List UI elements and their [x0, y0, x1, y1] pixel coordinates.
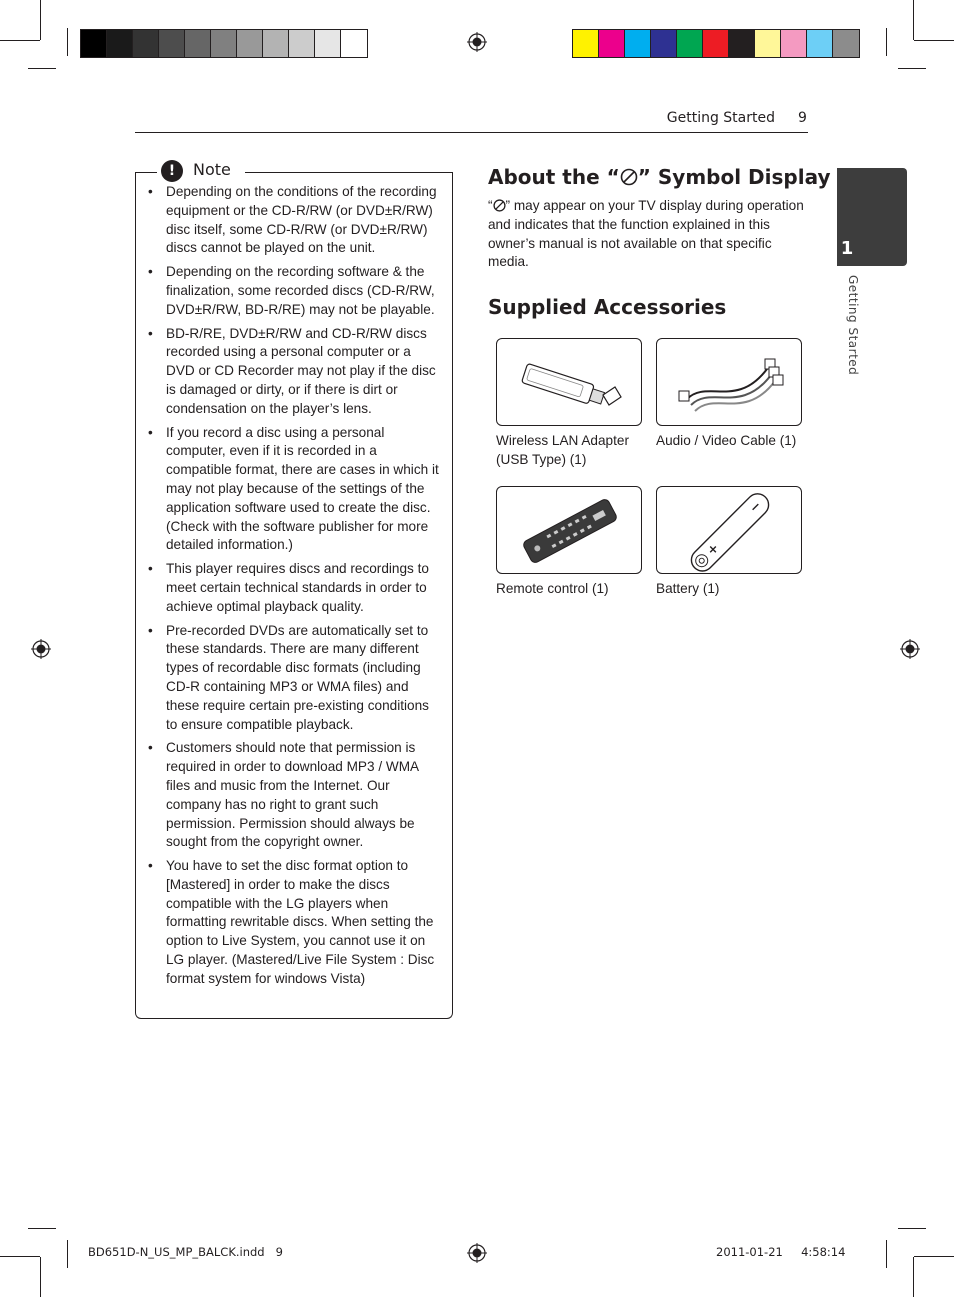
- registration-mark-icon: [900, 639, 920, 659]
- note-item: • If you record a disc using a personal computer, even if it is recorded in a compatible format, there are cases in which it may not play because of the settings of the application software used to create the disc. (Check with the software publisher for more detailed information.): [146, 424, 442, 556]
- color-swatch: [651, 30, 677, 57]
- symbol-section-body: “ ” may appear on your TV display during operation and indicates that the function explained in this owner’s manual is not available on that specific media.: [488, 198, 804, 270]
- registration-mark-icon: [31, 639, 51, 659]
- registration-mark-icon: [467, 32, 487, 52]
- gray-swatch: [159, 30, 185, 57]
- header-section-title: Getting Started: [666, 110, 775, 126]
- gray-swatch: [133, 30, 159, 57]
- note-item: • BD-R/RE, DVD±R/RW and CD-R/RW discs recorded using a personal computer or a DVD or CD Recorder may not play if the disc is damaged or dirty, or if there is dirt or condensation on the player’s lens.: [146, 325, 442, 419]
- footer-timestamp: 2011-01-21 4:58:14: [716, 1245, 846, 1259]
- remote-control-icon: [497, 487, 642, 574]
- gray-swatch: [289, 30, 315, 57]
- prohibited-symbol-icon: [620, 168, 638, 186]
- note-item: • This player requires discs and recordings to meet certain technical standards in order to achieve optimal playback quality.: [146, 560, 442, 616]
- color-swatch: [599, 30, 625, 57]
- gray-swatch: [107, 30, 133, 57]
- gray-swatch: [315, 30, 341, 57]
- color-swatch: [677, 30, 703, 57]
- color-swatch: [755, 30, 781, 57]
- note-list: [146, 183, 442, 994]
- color-swatch: [573, 30, 599, 57]
- accessory-image-box: [656, 338, 802, 426]
- prohibited-symbol-icon: [493, 199, 506, 212]
- color-calibration-bar: [572, 29, 860, 58]
- registration-mark-icon: [467, 1243, 487, 1263]
- color-swatch: [833, 30, 859, 57]
- note-item: • Pre-recorded DVDs are automatically set to these standards. There are many different types of recordable disc formats (including CD-R containing MP3 or WMA files) and these require certain pre-existing conditions to ensure compatible playback.: [146, 622, 442, 735]
- chapter-label: Getting Started: [846, 275, 860, 376]
- accessory-label-wireless-lan: Wireless LAN Adapter (USB Type) (1): [496, 433, 629, 467]
- color-swatch: [781, 30, 807, 57]
- color-swatch: [625, 30, 651, 57]
- color-swatch: [729, 30, 755, 57]
- gray-swatch: [185, 30, 211, 57]
- note-title: Note: [193, 160, 231, 179]
- accessory-image-box: [656, 486, 802, 574]
- accessory-image-box: [496, 486, 642, 574]
- gray-swatch: [211, 30, 237, 57]
- footer-file-info: BD651D-N_US_MP_BALCK.indd 9: [88, 1245, 283, 1259]
- gray-swatch: [237, 30, 263, 57]
- header-divider: [135, 132, 808, 133]
- accessory-label-av-cable: Audio / Video Cable (1): [656, 433, 797, 448]
- note-item: • Depending on the recording software & the finalization, some recorded discs (CD-R/RW, DVD±R/RW, BD-R/RE) may not be playable.: [146, 263, 442, 319]
- exclamation-icon: !: [161, 160, 183, 182]
- battery-icon: [657, 487, 802, 574]
- accessory-label-remote: Remote control (1): [496, 581, 609, 596]
- color-swatch: [703, 30, 729, 57]
- grayscale-calibration-bar: [80, 29, 368, 58]
- av-cable-icon: [657, 339, 802, 426]
- chapter-number: 1: [840, 238, 854, 259]
- symbol-section-heading: About the “ ” Symbol Display: [488, 165, 831, 189]
- note-item: • Customers should note that permission is required in order to download MP3 / WMA files and music from the Internet. Our company has no right to grant such permission. Permission should always be sought from the copyright owner.: [146, 739, 442, 852]
- gray-swatch: [263, 30, 289, 57]
- color-swatch: [807, 30, 833, 57]
- note-item: • You have to set the disc format option to [Mastered] in order to make the discs compatible with the LG players when formatting rewritable discs. When setting the option to Live System, you cannot use it on LG player. (Mastered/Live File System : Disc format system for windows Vista): [146, 857, 442, 989]
- accessory-label-battery: Battery (1): [656, 581, 720, 596]
- gray-swatch: [81, 30, 107, 57]
- note-item: • Depending on the conditions of the recording equipment or the CD-R/RW (or DVD±R/RW) disc itself, some CD-R/RW (or DVD±R/RW) discs cannot be played on the unit.: [146, 183, 442, 258]
- page-number: 9: [798, 110, 807, 126]
- usb-adapter-icon: [497, 339, 642, 426]
- accessories-heading: Supplied Accessories: [488, 295, 727, 319]
- accessory-image-box: [496, 338, 642, 426]
- gray-swatch: [341, 30, 367, 57]
